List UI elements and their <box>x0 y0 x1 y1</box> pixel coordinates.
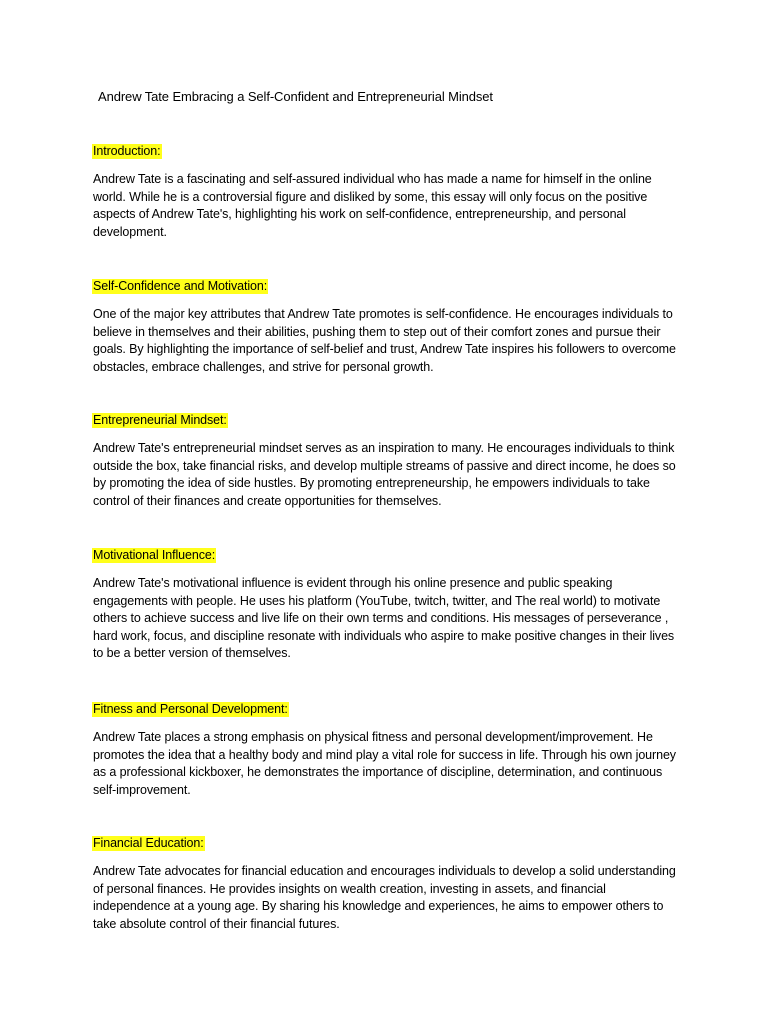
section-motivational-influence <box>93 546 683 663</box>
section-heading: Fitness and Personal Development: <box>93 702 288 716</box>
section-self-confidence <box>93 277 683 376</box>
section-entrepreneurial-mindset <box>93 411 683 510</box>
section-body: Andrew Tate is a fascinating and self-assured individual who has made a name for himself in the online world. While he is a controversial figure and disliked by some, this essay will only focus on the positive aspects of Andrew Tate's, highlighting his work on self-confidence, entrepreneurship, and personal development. <box>93 172 652 239</box>
section-heading: Entrepreneurial Mindset: <box>93 413 227 427</box>
section-body: Andrew Tate's entrepreneurial mindset serves as an inspiration to many. He encourages individuals to think outside the box, take financial risks, and develop multiple streams of passive and direct income, he does so by promoting the idea of side hustles. By promoting entrepreneurship, he empowers individuals to take control of their finances and create opportunities for themselves. <box>93 441 676 508</box>
section-heading: Self-Confidence and Motivation: <box>93 279 268 293</box>
section-introduction <box>93 142 683 241</box>
section-heading: Motivational Influence: <box>93 548 216 562</box>
section-body: Andrew Tate advocates for financial education and encourages individuals to develop a solid understanding of personal finances. He provides insights on wealth creation, investing in assets, and financial independence at a young age. By sharing his knowledge and experiences, he aims to empower others to take absolute control of their financial futures. <box>93 864 676 931</box>
section-fitness-development <box>93 700 683 799</box>
section-heading: Introduction: <box>93 144 161 158</box>
section-body: One of the major key attributes that Andrew Tate promotes is self-confidence. He encourages individuals to believe in themselves and their abilities, pushing them to step out of their comfort zones and pursue their goals. By highlighting the importance of self-belief and trust, Andrew Tate inspires his followers to overcome obstacles, embrace challenges, and strive for personal growth. <box>93 307 676 374</box>
section-body: Andrew Tate places a strong emphasis on physical fitness and personal development/improvement. He promotes the idea that a healthy body and mind play a vital role for success in life. Through his own journey as a professional kickboxer, he demonstrates the importance of discipline, determination, and continuous self-improvement. <box>93 730 676 797</box>
section-heading: Financial Education: <box>93 836 204 850</box>
document-title: Andrew Tate Embracing a Self-Confident and Entrepreneurial Mindset <box>98 89 493 104</box>
section-financial-education <box>93 834 683 933</box>
section-body: Andrew Tate's motivational influence is evident through his online presence and public speaking engagements with people. He uses his platform (YouTube, twitch, twitter, and The real world) to motivate others to achieve success and live life on their own terms and conditions. His messages of perseverance , hard work, focus, and discipline resonate with individuals who aspire to make positive changes in their lives to be a better version of themselves. <box>93 576 675 661</box>
